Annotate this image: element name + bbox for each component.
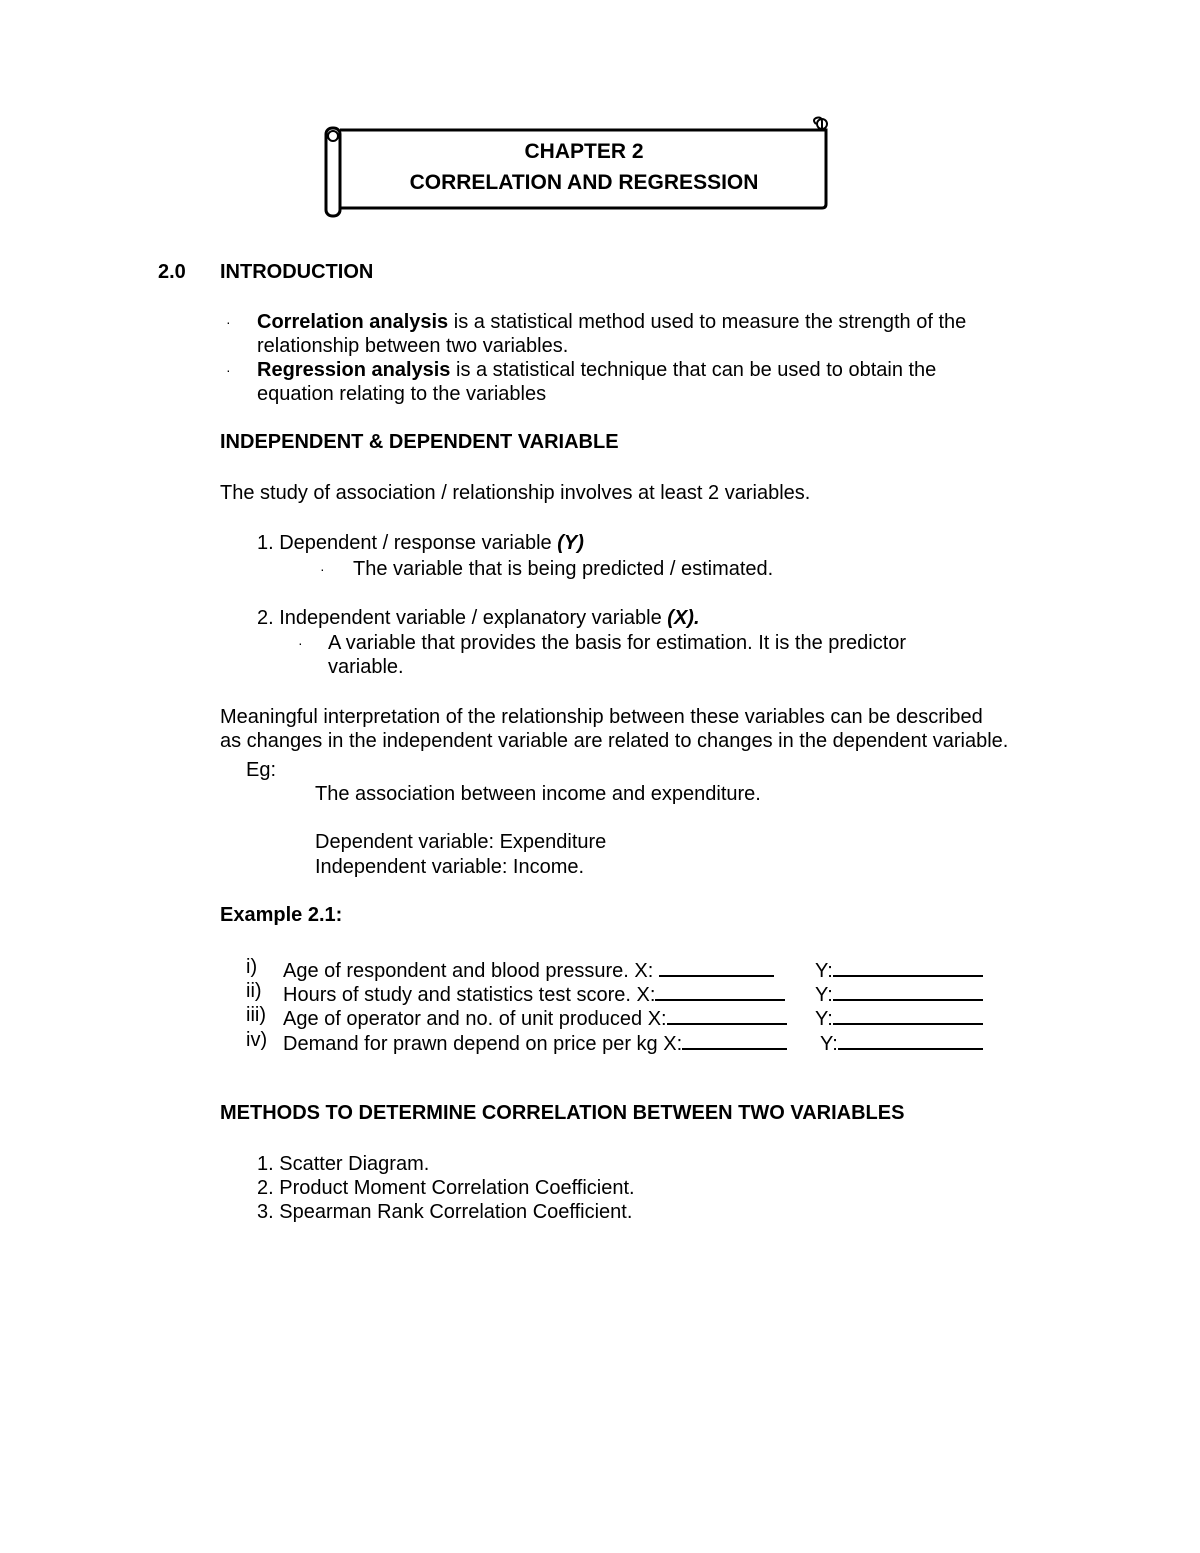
bullet-correlation-line2: relationship between two variables. [257,335,569,357]
eg-dependent: Dependent variable: Expenditure [315,831,607,853]
example-item-num: iii) [246,1004,266,1026]
example-item: Age of operator and no. of unit produced X: [283,1003,787,1031]
eg-label: Eg: [246,759,277,781]
example-y: Y: [815,979,983,1007]
example-title: Example 2.1: [220,904,343,926]
bullet-dot: · [298,635,303,651]
x-blank [659,955,774,977]
chapter-banner-frame [322,114,836,220]
dependent-description: The variable that is being predicted / estimated. [353,558,774,580]
example-item: Demand for prawn depend on price per kg X: [283,1028,787,1056]
bullet-dot: · [320,561,325,577]
item-dependent-variable: 1. Dependent / response variable (Y) [257,532,584,554]
method-item: 2. Product Moment Correlation Coefficient. [257,1177,635,1199]
y-blank [833,955,983,977]
section-heading-introduction: INTRODUCTION [220,261,374,283]
section-heading-methods: METHODS TO DETERMINE CORRELATION BETWEEN TWO VARIABLES [220,1102,905,1124]
y-blank [833,979,983,1001]
example-item-num: iv) [246,1029,268,1051]
section-number: 2.0 [158,261,186,283]
example-item: Age of respondent and blood pressure. X: [283,955,774,983]
section-heading-variables: INDEPENDENT & DEPENDENT VARIABLE [220,431,619,453]
independent-description: A variable that provides the basis for estimation. It is the predictor [328,632,907,654]
item-independent-variable: 2. Independent variable / explanatory variable (X). [257,607,700,629]
bullet-dot: · [226,362,231,378]
bullet-dot: · [226,314,231,330]
example-item-num: i) [246,956,258,978]
bullet-correlation-analysis: Correlation analysis is a statistical method used to measure the strength of the [257,311,967,333]
x-blank [655,979,785,1001]
example-y: Y: [815,1003,983,1031]
method-item: 1. Scatter Diagram. [257,1153,430,1175]
example-item: Hours of study and statistics test score. X: [283,979,785,1007]
variables-lead: The study of association / relationship involves at least 2 variables. [220,482,811,504]
example-y: Y: [815,955,983,983]
method-item: 3. Spearman Rank Correlation Coefficient. [257,1201,633,1223]
x-blank [682,1028,787,1050]
bullet-regression-analysis: Regression analysis is a statistical technique that can be used to obtain the [257,359,937,381]
x-blank [667,1003,787,1025]
eg-text: The association between income and expenditure. [315,783,761,805]
chapter-title: CORRELATION AND REGRESSION [409,171,759,194]
y-blank [833,1003,983,1025]
chapter-number: CHAPTER 2 [524,140,644,163]
meaning-paragraph-line1: Meaningful interpretation of the relationship between these variables can be described [220,706,983,728]
independent-description-line2: variable. [328,656,404,678]
y-blank [838,1028,983,1050]
eg-independent: Independent variable: Income. [315,856,585,878]
meaning-paragraph-line2: as changes in the independent variable are related to changes in the dependent variable. [220,730,1009,752]
example-y: Y: [820,1028,983,1056]
example-item-num: ii) [246,980,262,1002]
bullet-regression-line2: equation relating to the variables [257,383,547,405]
